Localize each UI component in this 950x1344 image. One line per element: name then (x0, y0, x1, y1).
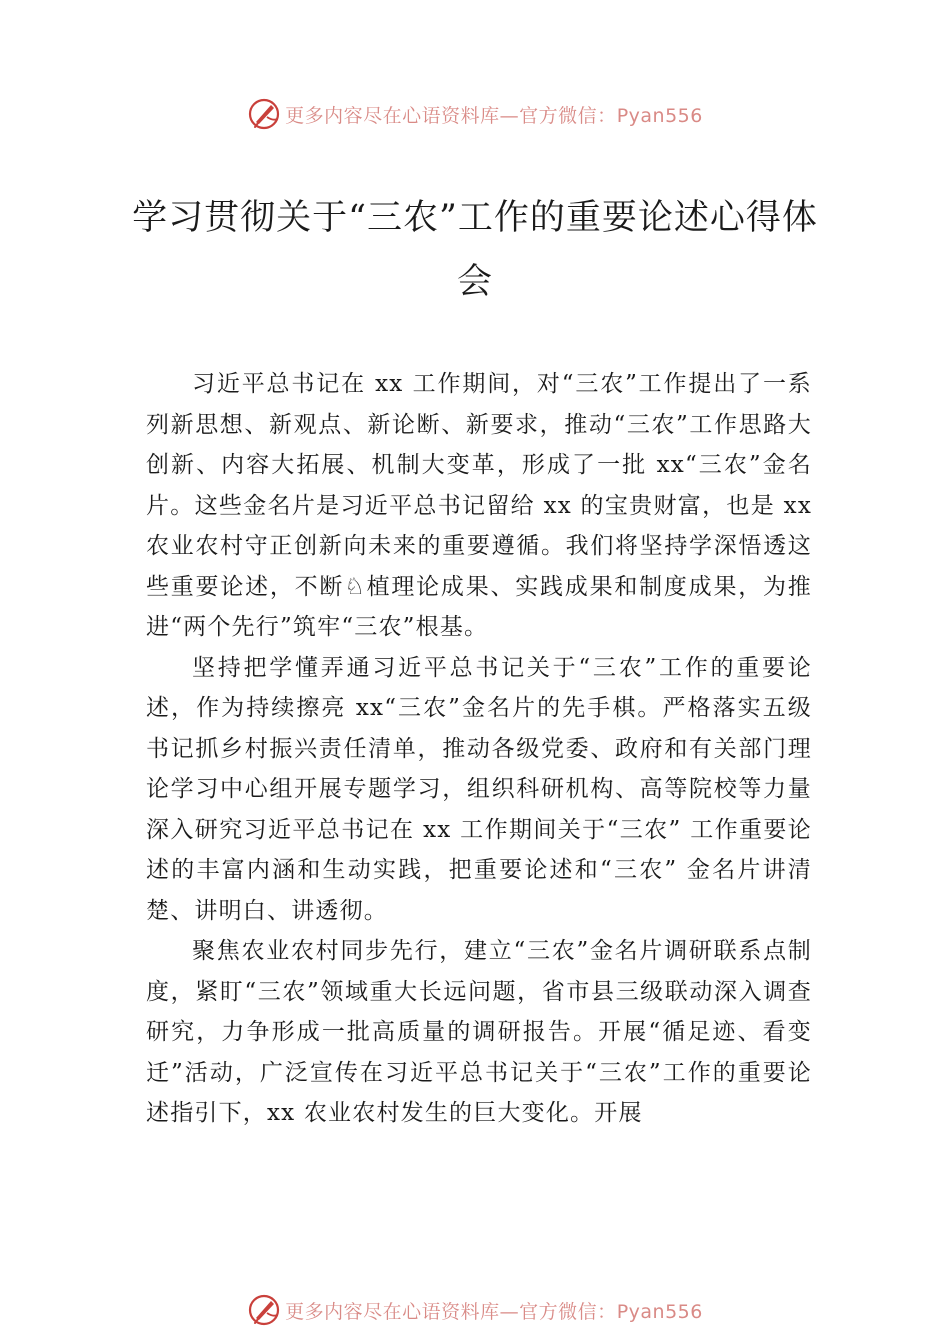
body-paragraph-1: 习近平总书记在 xx 工作期间，对“三农”工作提出了一系列新思想、新观点、新论断、新要求，推动“三农”工作思路大创新、内容大拓展、机制大变革，形成了一批 xx“三农”金名片。这些金名片是习近平总书记留给 xx 的宝贵财富，也是 xx 农业农村守正创新向未来的重要遵循。我们将坚持学深悟透这些重要论述，不断♘植理论成果、实践成果和制度成果，为推进“两个先行”筑牢“三农”根基。 (146, 371, 812, 640)
document-title: 学习贯彻关于“三农”工作的重要论述心得体会 (132, 198, 818, 302)
watermark-site-name: 更多内容尽在心语资料库 (285, 104, 500, 127)
body-paragraph-3: 聚焦农业农村同步先行，建立“三农”金名片调研联系点制度，紧盯“三农”领域重大长远问题，省市县三级联动深入调查研究，力争形成一批高质量的调研报告。开展“循足迹、看变迁”活动，广泛宣传在习近平总书记关于“三农”工作的重要论述指引下，xx 农业农村发生的巨大变化。开展 (146, 938, 812, 1126)
body-paragraph-2: 坚持把学懂弄通习近平总书记关于“三农”工作的重要论述，作为持续擦亮 xx“三农”金名片的先手棋。严格落实五级书记抓乡村振兴责任清单，推动各级党委、政府和有关部门理论学习中心组开展专题学习，组织科研机构、高等院校等力量深入研究习近平总书记在 xx 工作期间关于“三农” 工作重要论述的丰富内涵和生动实践，把重要论述和“三农” 金名片讲清楚、讲明白、讲透彻。 (146, 654, 812, 924)
watermark-site-name: 更多内容尽在心语资料库 (285, 1300, 500, 1323)
watermark-wechat-label: 官方微信： (519, 104, 617, 127)
watermark-text (285, 101, 703, 128)
watermark-wechat-label: 官方微信： (519, 1300, 617, 1323)
watermark-banner-bottom (0, 1290, 950, 1330)
watermark-separator: — (499, 1300, 520, 1323)
quill-pen-seal-icon (247, 1293, 281, 1327)
watermark-separator: — (499, 104, 520, 127)
watermark-banner-top (0, 94, 950, 134)
document-body (146, 364, 812, 1134)
watermark-wechat-id: Pyan556 (616, 104, 703, 127)
quill-pen-seal-icon (247, 97, 281, 131)
watermark-wechat-id: Pyan556 (616, 1300, 703, 1323)
watermark-text (285, 1297, 703, 1324)
